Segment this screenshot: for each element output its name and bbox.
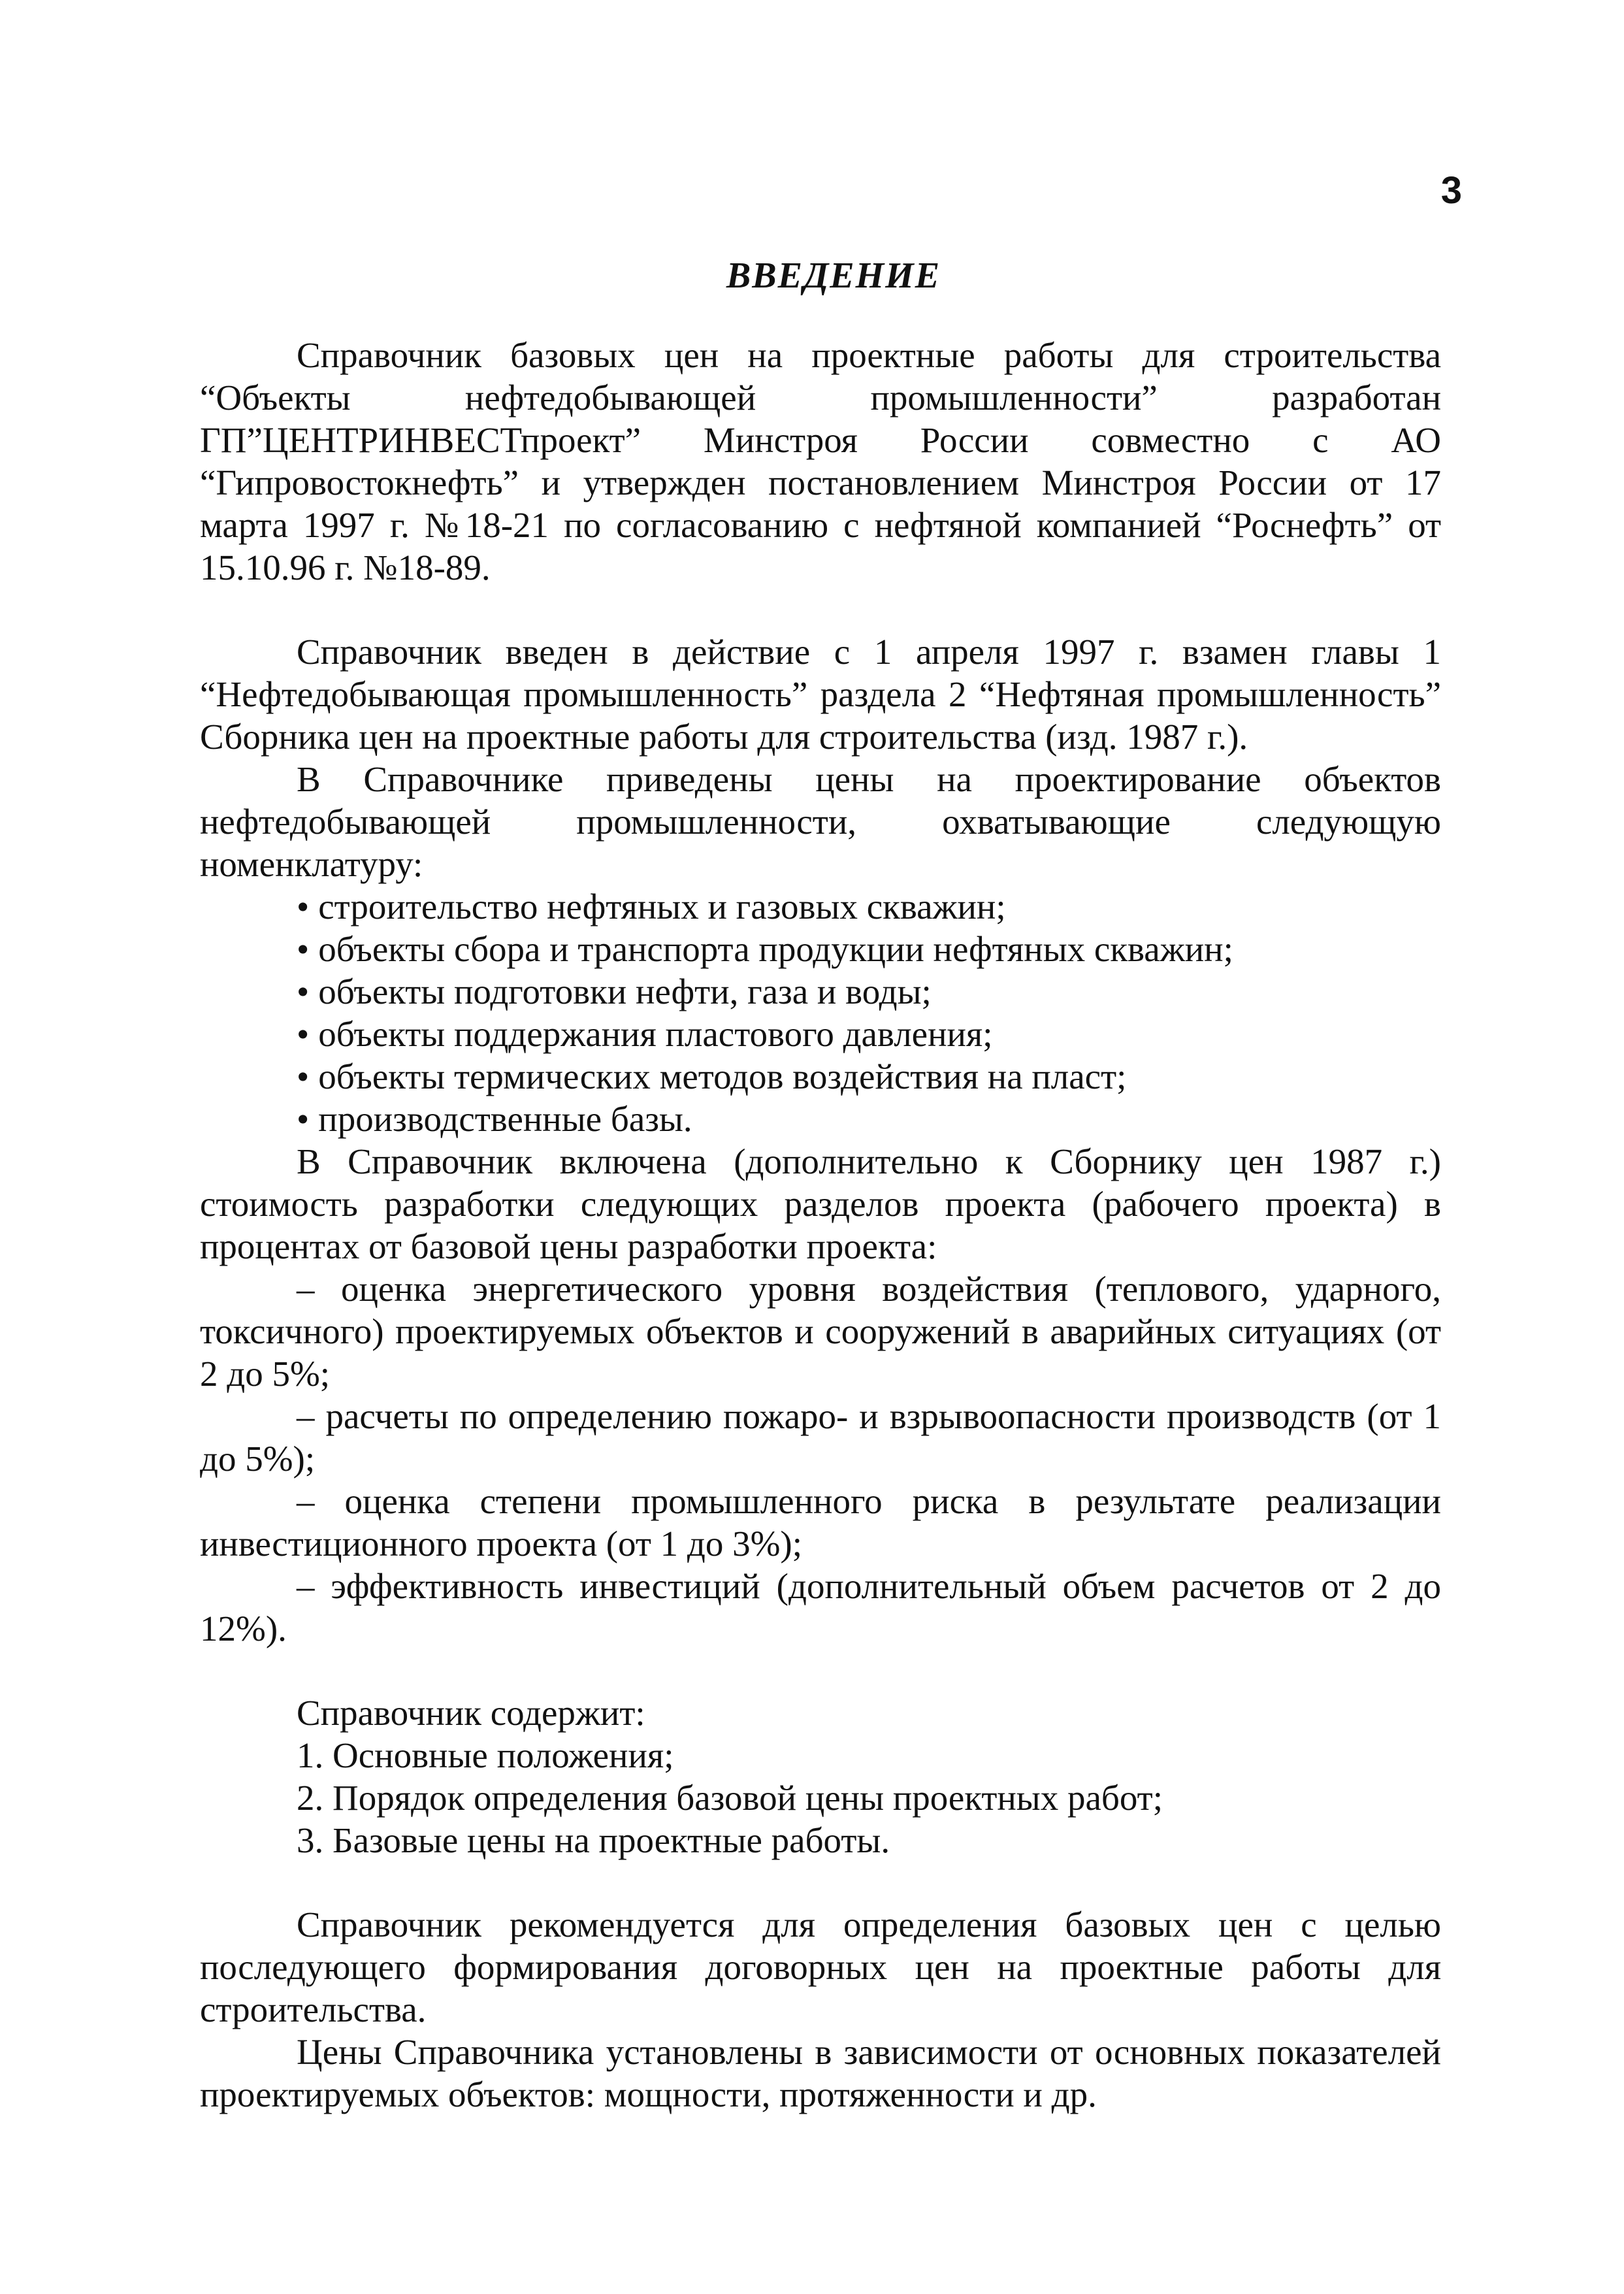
bullet-item: • объекты поддержания пластового давления; xyxy=(297,1013,1441,1055)
contents-item: 1. Основные положения; xyxy=(297,1735,674,1775)
dash-item-energy: – оценка энергетического уровня воздействия (теплового, ударного, токсичного) проектируемых объектов и сооружений в аварийных ситуациях (от 2 до 5%; xyxy=(200,1269,1441,1394)
contents-item: 3. Базовые цены на проектные работы. xyxy=(297,1820,890,1860)
paragraph-recommendation: Справочник рекомендуется для определения базовых цен с целью последующего формирования договорных цен на проектные работы для строительства. xyxy=(200,1905,1441,2029)
bullet-item: • объекты термических методов воздействия на пласт; xyxy=(297,1055,1441,1098)
bullet-item: • объекты подготовки нефти, газа и воды; xyxy=(297,970,1441,1013)
paragraph-effective-date: Справочник введен в действие с 1 апреля 1997 г. взамен главы 1 “Нефтедобывающая промышленность” раздела 2 “Нефтяная промышленность” Сборника цен на проектные работы для строительства (изд. 1987 г.). xyxy=(200,632,1441,757)
bullet-item: • производственные базы. xyxy=(297,1098,1441,1140)
paragraph-developer: Справочник базовых цен на проектные работы для строительства “Объекты нефтедобывающей промышленности” разработан ГП”ЦЕНТРИНВЕСТпроект” Минстроя России совместно с АО “Гипровостокнефть” и утвержден постановлением Минстроя России от 17 марта 1997 г. №18-21 по согласованию с нефтяной компанией “Роснефть” от 15.10.96 г. №18-89. xyxy=(200,335,1441,587)
paragraph-gap xyxy=(200,1650,1441,1692)
dash-item-risk: – оценка степени промышленного риска в результате реализации инвестиционного проекта (от 1 до 3%); xyxy=(200,1481,1441,1564)
page-content xyxy=(200,255,1441,2116)
paragraph-scope-intro: В Справочнике приведены цены на проектирование объектов нефтедобывающей промышленности, охватывающие следующую номенклатуру: xyxy=(200,759,1441,884)
bullet-item: • строительство нефтяных и газовых скважин; xyxy=(297,885,1441,928)
contents-list xyxy=(200,1734,1441,1861)
paragraph-gap xyxy=(200,1861,1441,1903)
page-number: 3 xyxy=(1440,169,1462,212)
dash-item-fire: – расчеты по определению пожаро- и взрывоопасности производств (от 1 до 5%); xyxy=(200,1396,1441,1479)
paragraph-gap xyxy=(200,589,1441,631)
contents-item: 2. Порядок определения базовой цены проектных работ; xyxy=(297,1778,1163,1818)
paragraph-contents-intro: Справочник содержит: xyxy=(297,1693,645,1733)
section-heading: ВВЕДЕНИЕ xyxy=(726,255,941,296)
scope-bullet-list xyxy=(200,885,1441,1140)
dash-item-efficiency: – эффективность инвестиций (дополнительный объем расчетов от 2 до 12%). xyxy=(200,1566,1441,1648)
paragraph-additional-sections: В Справочник включена (дополнительно к Сборнику цен 1987 г.) стоимость разработки следующих разделов проекта (рабочего проекта) в процентах от базовой цены разработки проекта: xyxy=(200,1141,1441,1266)
bullet-item: • объекты сбора и транспорта продукции нефтяных скважин; xyxy=(297,928,1441,970)
paragraph-pricing-basis: Цены Справочника установлены в зависимости от основных показателей проектируемых объектов: мощности, протяженности и др. xyxy=(200,2032,1441,2114)
